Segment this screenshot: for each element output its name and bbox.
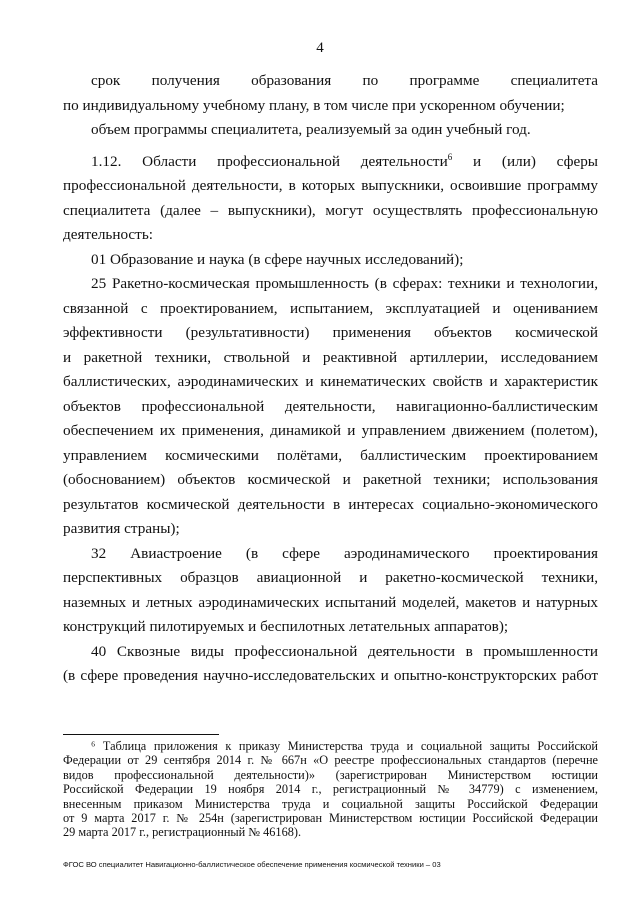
- body-line: [63, 395, 598, 420]
- body-line-text: и ракетной техники, ствольной и реактивной артиллерии, исследованием: [63, 348, 598, 366]
- body-line: [63, 664, 598, 689]
- body-line-text: 25 Ракетно-космическая промышленность (в сферах: техники и технологии,: [91, 275, 598, 292]
- body-line-text: 01 Образование и наука (в сфере научных исследований);: [91, 250, 464, 268]
- body-line: [63, 297, 598, 322]
- footnote-line-text: от 9 марта 2017 г. № 254н (зарегистрирован Министерством юстиции Российской Федерации: [63, 810, 598, 825]
- body-line-text: объектов профессиональной деятельности, навигационно-баллистическим: [63, 397, 598, 415]
- page-number: 4: [316, 40, 324, 56]
- body-line: [63, 419, 598, 444]
- footnote-line-text: Федерации от 29 сентября 2014 г. № 667н «О реестре профессиональных стандартов (перечне: [63, 753, 598, 768]
- body-line-text: конструкций пилотируемых и беспилотных летательных аппаратов);: [63, 618, 509, 635]
- body-line: [63, 150, 598, 175]
- footnote-line-text: 29 марта 2017 г., регистрационный № 46168).: [63, 825, 302, 840]
- body-line-text: результатов космической деятельности в интересах социально-экономического: [63, 495, 598, 513]
- body-line-text: (обоснованием) объектов космической и ракетной техники; использования: [63, 471, 598, 488]
- body-line: [63, 94, 598, 119]
- body-line: [63, 591, 598, 616]
- footnote-line: [63, 753, 598, 767]
- body-line: [63, 118, 598, 143]
- body-line: [63, 615, 598, 640]
- body-line: [63, 174, 598, 199]
- body-line-text: развития страны);: [63, 520, 180, 537]
- body-line: [63, 370, 598, 395]
- body-line-text: 32 Авиастроение (в сфере аэродинамического проектирования: [91, 544, 598, 562]
- body-line: [63, 640, 598, 665]
- body-line: [63, 542, 598, 567]
- body-line-text: по индивидуальному учебному плану, в том числе при ускоренном обучении;: [63, 96, 565, 114]
- body-line-text: срок получения образования по программе специалитета: [91, 72, 598, 89]
- body-line: [63, 566, 598, 591]
- body-line-text: наземных и летных аэродинамических испытаний моделей, макетов и натурных: [63, 593, 598, 611]
- body-line-text: 1.12. Области профессиональной деятельности: [91, 152, 448, 170]
- document-footer: ФГОС ВО специалитет Навигационно-баллистическое обеспечение применения космической техники – 03: [63, 860, 441, 869]
- body-line: [63, 517, 598, 542]
- footnote-divider: [63, 734, 219, 735]
- paragraph-spacer: [63, 143, 598, 150]
- body-line: [63, 321, 598, 346]
- body-line-text: 40 Сквозные виды профессиональной деятельности в промышленности: [91, 642, 598, 660]
- body-line: [63, 223, 598, 248]
- body-line: [63, 199, 598, 224]
- body-line: [63, 69, 598, 94]
- body-line-text: обеспечением их применения, динамикой и управлением движением (полетом),: [63, 422, 598, 439]
- body-text: [63, 69, 598, 689]
- body-line-text: эффективности (результативности) применения объектов космической: [63, 324, 598, 341]
- body-line: [63, 468, 598, 493]
- footnote-line: [63, 825, 598, 839]
- footnote-line: [63, 782, 598, 796]
- footnote-line-text: ⁶ Таблица приложения к приказу Министерства труда и социальной защиты Российской: [91, 739, 598, 753]
- footnote-reference[interactable]: 6: [447, 151, 453, 162]
- footnote-line: [63, 811, 598, 825]
- body-line-text: специалитета (далее – выпускники), могут осуществлять профессиональную: [63, 201, 598, 219]
- footnote-line-text: видов профессиональной деятельности)» (зарегистрирован Министерством юстиции: [63, 767, 598, 782]
- body-line-text: управлением космическими полётами, баллистическим проектированием: [63, 446, 598, 464]
- body-line-text: объем программы специалитета, реализуемый за один учебный год.: [91, 121, 531, 138]
- body-line-text: деятельность:: [63, 226, 153, 243]
- body-line-text-continued: и (или) сферы: [452, 152, 598, 170]
- body-line-text: связанной с проектированием, испытанием, эксплуатацией и оцениванием: [63, 299, 598, 317]
- body-line-text: перспективных образцов авиационной и ракетно-космической техники,: [63, 569, 598, 586]
- body-line-text: профессиональной деятельности, в которых выпускники, освоившие программу: [63, 177, 598, 194]
- body-line-text: баллистических, аэродинамических и кинематических свойств и характеристик: [63, 373, 598, 390]
- body-line-text: (в сфере проведения научно-исследовательских и опытно-конструкторских работ: [63, 667, 598, 684]
- body-line: [63, 346, 598, 371]
- footnote-line: [63, 797, 598, 811]
- footnotes: [63, 739, 598, 840]
- footnote-line: [63, 768, 598, 782]
- body-line: [63, 493, 598, 518]
- body-line: [63, 272, 598, 297]
- footnote-line-text: Российской Федерации 19 ноября 2014 г., регистрационный № 34779) с изменением,: [63, 782, 598, 797]
- footnote-line-text: внесенным приказом Министерства труда и социальной защиты Российской Федерации: [63, 796, 598, 811]
- body-line: [63, 444, 598, 469]
- body-line: [63, 248, 598, 273]
- footnote-line: [63, 739, 598, 753]
